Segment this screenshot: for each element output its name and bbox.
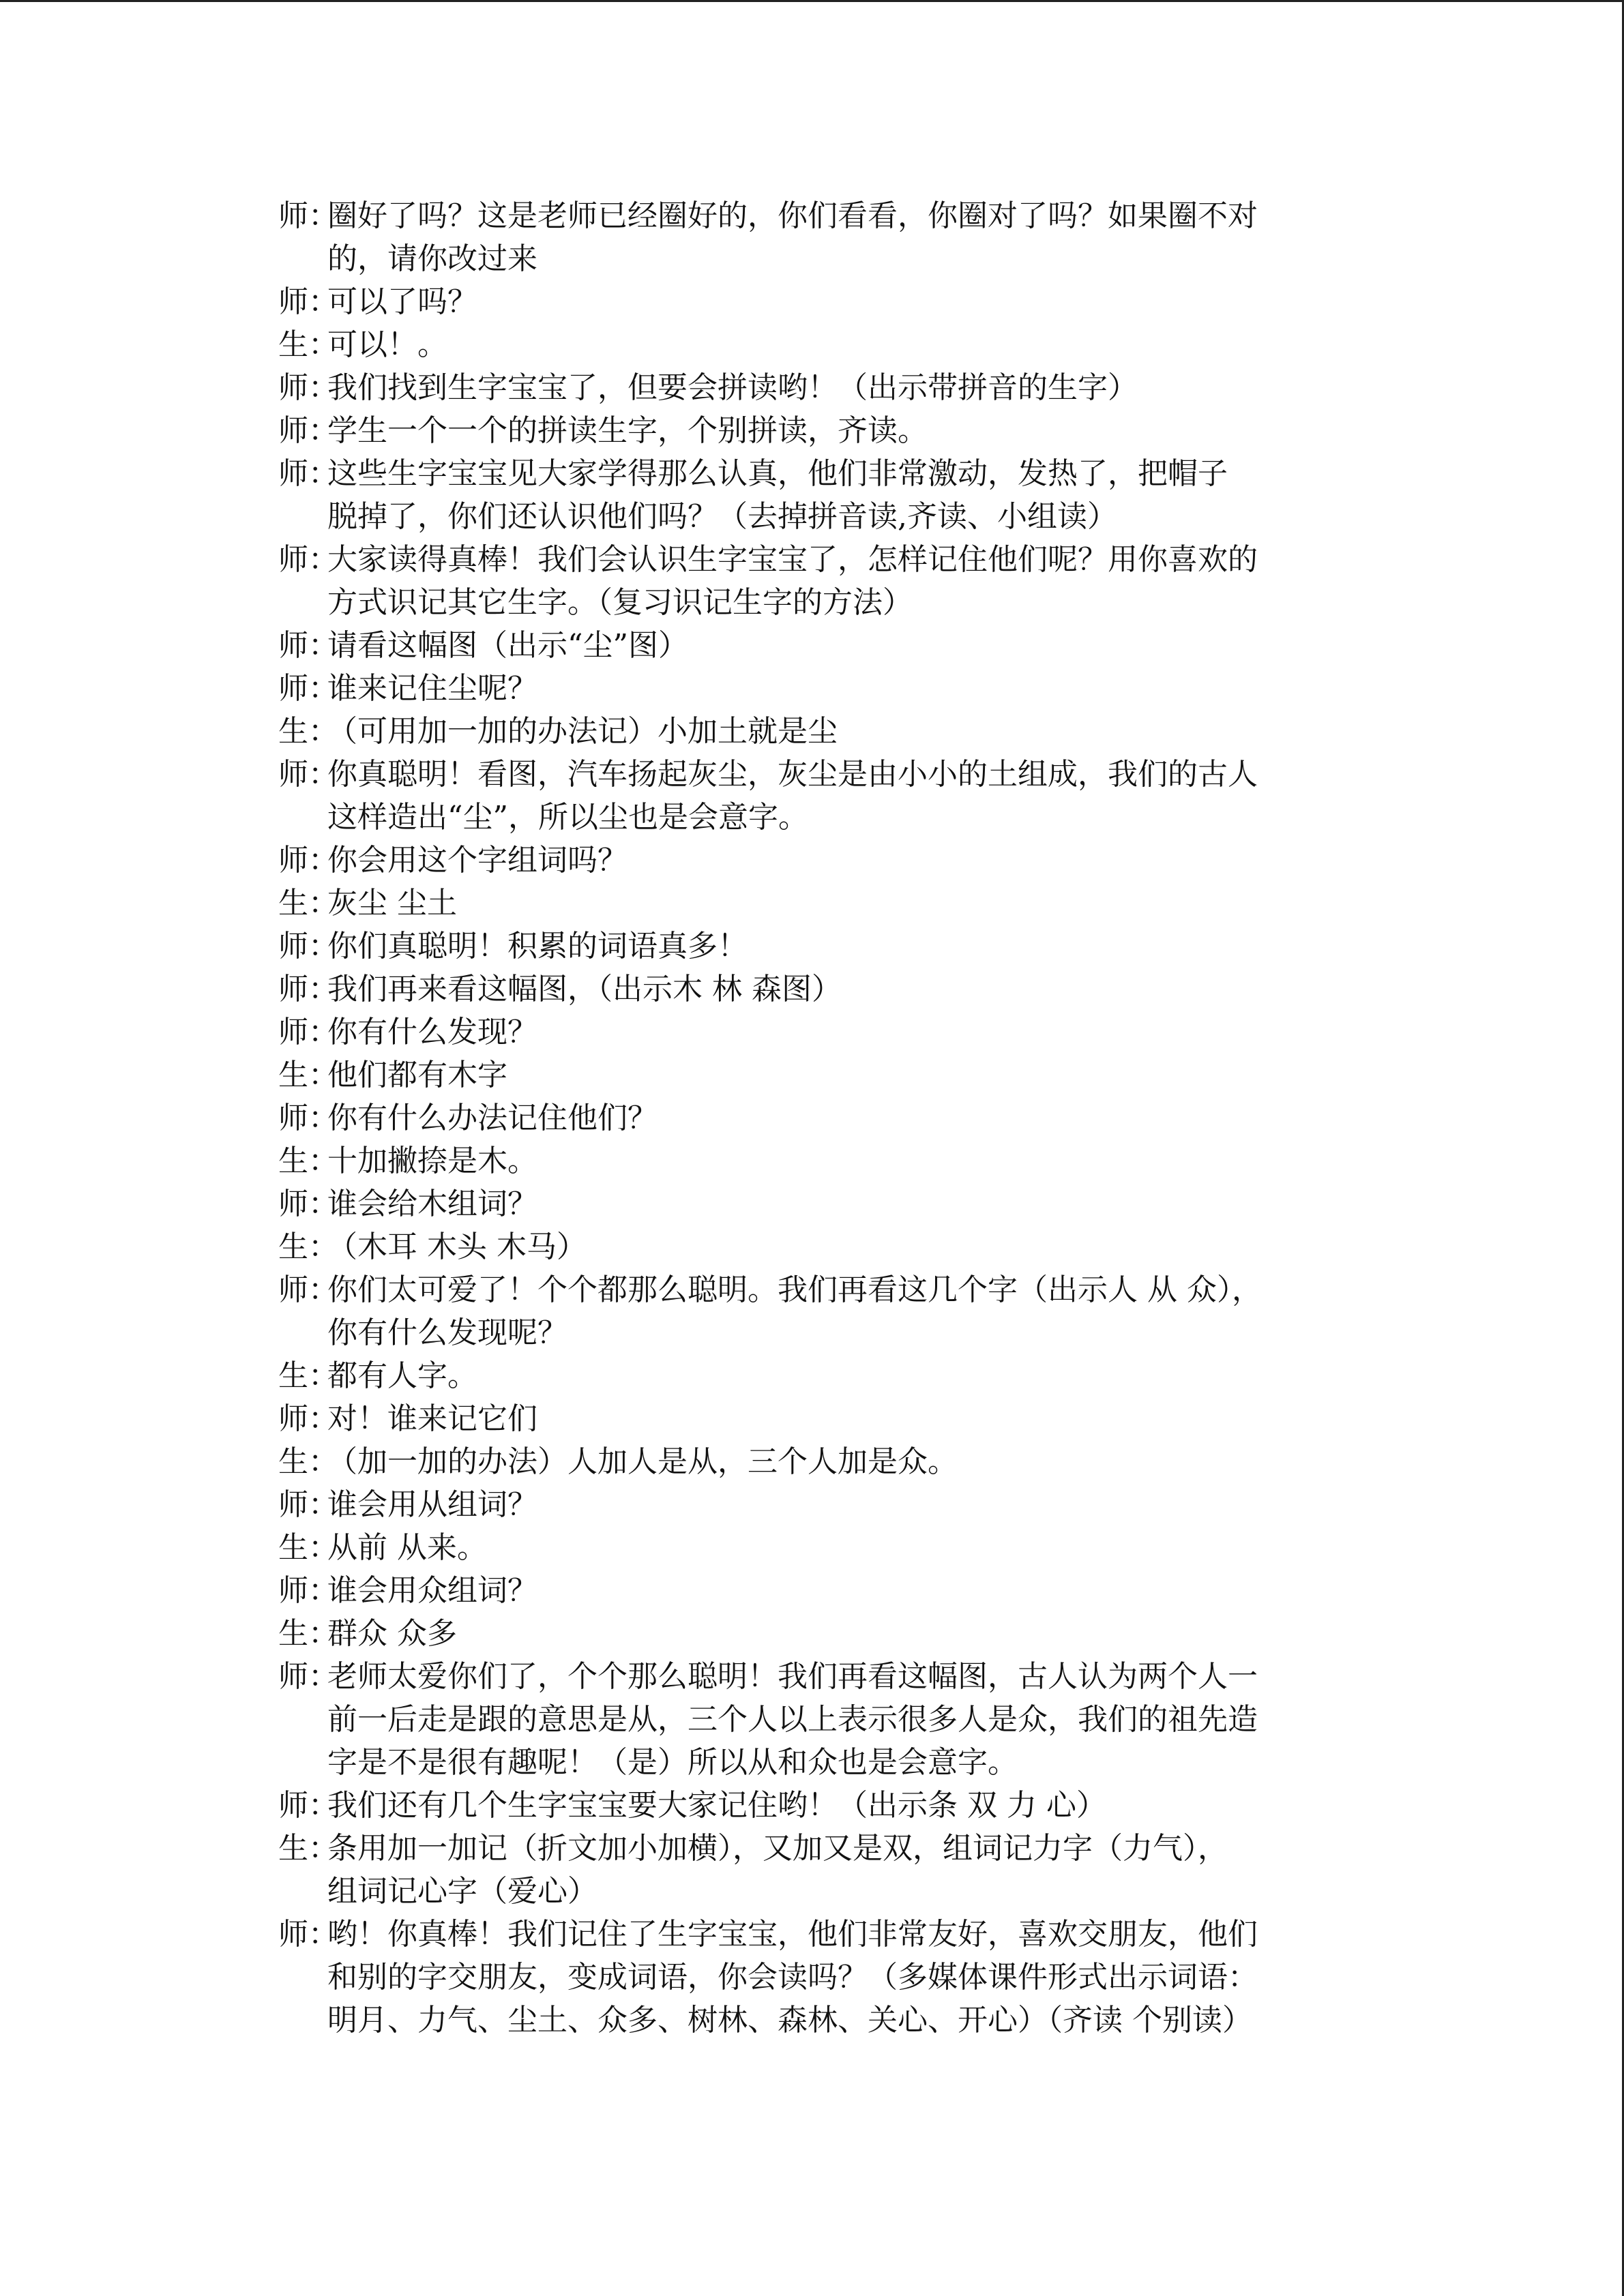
utterance-line: 我们还有几个生字宝宝要大家记住哟！（出示条 双 力 心）: [327, 1788, 1106, 1823]
transcript-line: [278, 1440, 1370, 1483]
utterance-line: 组词记心字（爱心）: [327, 1874, 597, 1909]
speaker-label: 生：: [278, 1358, 338, 1393]
utterance-line: 的，请你改过来: [327, 241, 537, 276]
utterance-text: [327, 1612, 457, 1655]
transcript-line: [278, 409, 1370, 452]
transcript-line: [278, 280, 1370, 323]
transcript-line: [278, 1913, 1370, 2042]
transcript-line: [278, 1225, 1370, 1268]
utterance-text: [327, 624, 688, 667]
utterance-line: 你有什么发现？: [327, 1015, 537, 1049]
speaker-label: 师：: [278, 843, 338, 878]
utterance-line: 谁会用从组词？: [327, 1487, 537, 1522]
utterance-line: 大家读得真棒！我们会认识生字宝宝了，怎样记住他们呢？用你喜欢的: [327, 542, 1258, 577]
speaker-label: 生：: [278, 1444, 338, 1479]
utterance-text: [327, 1054, 507, 1097]
utterance-text: [327, 1913, 1258, 2042]
transcript-line: [278, 1784, 1370, 1827]
transcript-line: [278, 968, 1370, 1011]
utterance-text: [327, 882, 457, 925]
speaker-label: 生：: [278, 1530, 338, 1565]
utterance-text: [327, 1182, 537, 1225]
utterance-line: 我们找到生字宝宝了，但要会拼读哟！（出示带拼音的生字）: [327, 370, 1138, 405]
utterance-line: 前一后走是跟的意思是从，三个人以上表示很多人是众，我们的祖先造: [327, 1702, 1258, 1737]
utterance-text: [327, 925, 748, 968]
speaker-label: 师：: [278, 757, 338, 792]
utterance-text: [327, 280, 477, 323]
speaker-label: 师：: [278, 198, 338, 233]
utterance-text: [327, 1655, 1258, 1784]
transcript-line: [278, 1655, 1370, 1784]
utterance-text: [327, 1225, 587, 1268]
utterance-text: [327, 1011, 537, 1054]
utterance-text: [327, 1397, 537, 1440]
transcript-line: [278, 1827, 1370, 1913]
utterance-line: 谁会给木组词？: [327, 1187, 537, 1221]
speaker-label: 师：: [278, 1101, 338, 1135]
speaker-label: 师：: [278, 542, 338, 577]
speaker-label: 生：: [278, 327, 338, 362]
utterance-line: 可以了吗？: [327, 284, 477, 319]
utterance-line: 老师太爱你们了，个个那么聪明！我们再看这幅图，古人认为两个人一: [327, 1659, 1258, 1694]
speaker-label: 师：: [278, 1487, 338, 1522]
transcript-line: [278, 882, 1370, 925]
utterance-line: 明月、力气、尘土、众多、树林、森林、关心、开心）（齐读 个别读）: [327, 2003, 1252, 2038]
speaker-label: 师：: [278, 628, 338, 663]
utterance-line: 和别的字交朋友，变成词语，你会读吗？（多媒体课件形式出示词语：: [327, 1960, 1258, 1995]
transcript-line: [278, 1097, 1370, 1139]
utterance-text: [327, 1569, 537, 1612]
utterance-line: 群众 众多: [327, 1616, 457, 1651]
utterance-line: 这样造出“尘”，所以尘也是会意字。: [327, 800, 808, 835]
utterance-line: 学生一个一个的拼读生字，个别拼读，齐读。: [327, 413, 928, 448]
utterance-text: [327, 1139, 537, 1182]
transcript-line: [278, 538, 1370, 624]
speaker-label: 师：: [278, 1573, 338, 1608]
utterance-line: 哟！你真棒！我们记住了生字宝宝，他们非常友好，喜欢交朋友，他们: [327, 1917, 1258, 1952]
speaker-label: 师：: [278, 671, 338, 706]
utterance-line: 请看这幅图（出示“尘”图）: [327, 628, 688, 663]
utterance-text: [327, 538, 1258, 624]
utterance-line: 你有什么发现呢？: [327, 1315, 567, 1350]
transcript-line: [278, 667, 1370, 710]
speaker-label: 师：: [278, 1917, 338, 1952]
speaker-label: 师：: [278, 1187, 338, 1221]
speaker-label: 生：: [278, 1831, 338, 1866]
transcript-line: [278, 710, 1370, 753]
transcript-line: [278, 366, 1370, 409]
utterance-line: （可用加一加的办法记）小加土就是尘: [327, 714, 838, 749]
speaker-label: 师：: [278, 1659, 338, 1694]
utterance-text: [327, 1097, 658, 1139]
lesson-transcript: [278, 194, 1370, 2042]
transcript-line: [278, 624, 1370, 667]
speaker-label: 师：: [278, 456, 338, 491]
transcript-line: [278, 1612, 1370, 1655]
utterance-line: 从前 从来。: [327, 1530, 487, 1565]
utterance-line: 谁会用众组词？: [327, 1573, 537, 1608]
speaker-label: 生：: [278, 1616, 338, 1651]
utterance-line: 脱掉了，你们还认识他们吗？（去掉拼音读,齐读、小组读）: [327, 499, 1117, 534]
utterance-line: 你真聪明！看图，汽车扬起灰尘，灰尘是由小小的土组成，我们的古人: [327, 757, 1258, 792]
utterance-text: [327, 1784, 1106, 1827]
utterance-line: 你有什么办法记住他们？: [327, 1101, 658, 1135]
utterance-line: 条用加一加记（折文加小加横），又加又是双，组词记力字（力气），: [327, 1831, 1228, 1866]
transcript-line: [278, 1054, 1370, 1097]
utterance-line: 十加撇捺是木。: [327, 1144, 537, 1178]
utterance-line: 他们都有木字: [327, 1058, 507, 1092]
utterance-line: 你会用这个字组词吗？: [327, 843, 628, 878]
transcript-line: [278, 452, 1370, 538]
utterance-line: 我们再来看这幅图，（出示木 林 森图）: [327, 972, 842, 1007]
speaker-label: 生：: [278, 1229, 338, 1264]
speaker-label: 师：: [278, 413, 338, 448]
utterance-text: [327, 366, 1138, 409]
speaker-label: 生：: [278, 1144, 338, 1178]
utterance-line: 都有人字。: [327, 1358, 477, 1393]
utterance-text: [327, 409, 928, 452]
utterance-line: 谁来记住尘呢？: [327, 671, 537, 706]
speaker-label: 师：: [278, 1272, 338, 1307]
speaker-label: 师：: [278, 1401, 338, 1436]
speaker-label: 师：: [278, 929, 338, 964]
transcript-line: [278, 1139, 1370, 1182]
transcript-line: [278, 1182, 1370, 1225]
utterance-line: 圈好了吗？这是老师已经圈好的，你们看看，你圈对了吗？如果圈不对: [327, 198, 1258, 233]
speaker-label: 生：: [278, 714, 338, 749]
transcript-line: [278, 323, 1370, 366]
utterance-text: [327, 1268, 1262, 1354]
transcript-line: [278, 1569, 1370, 1612]
utterance-text: [327, 1827, 1228, 1913]
utterance-text: [327, 968, 842, 1011]
utterance-text: [327, 194, 1258, 280]
utterance-line: 对！谁来记它们: [327, 1401, 537, 1436]
transcript-line: [278, 753, 1370, 839]
utterance-line: 你们太可爱了！个个都那么聪明。我们再看这几个字（出示人 从 众），: [327, 1272, 1262, 1307]
utterance-line: （木耳 木头 木马）: [327, 1229, 587, 1264]
speaker-label: 生：: [278, 1058, 338, 1092]
speaker-label: 师：: [278, 1015, 338, 1049]
utterance-text: [327, 1354, 477, 1397]
utterance-text: [327, 667, 537, 710]
utterance-line: 这些生字宝宝见大家学得那么认真，他们非常激动，发热了，把帽子: [327, 456, 1228, 491]
speaker-label: 师：: [278, 284, 338, 319]
transcript-line: [278, 839, 1370, 882]
utterance-line: 灰尘 尘土: [327, 886, 457, 921]
utterance-text: [327, 1440, 958, 1483]
transcript-line: [278, 1354, 1370, 1397]
transcript-line: [278, 1397, 1370, 1440]
page-top-border: [0, 0, 1624, 2]
utterance-line: （加一加的办法）人加人是从，三个人加是众。: [327, 1444, 958, 1479]
utterance-text: [327, 839, 628, 882]
utterance-line: 方式识记其它生字。（复习识记生字的方法）: [327, 585, 913, 620]
utterance-line: 你们真聪明！积累的词语真多！: [327, 929, 748, 964]
transcript-line: [278, 925, 1370, 968]
transcript-line: [278, 1526, 1370, 1569]
utterance-text: [327, 1526, 487, 1569]
transcript-line: [278, 1483, 1370, 1526]
utterance-text: [327, 452, 1228, 538]
speaker-label: 师：: [278, 370, 338, 405]
transcript-line: [278, 1011, 1370, 1054]
utterance-text: [327, 323, 447, 366]
utterance-text: [327, 710, 838, 753]
transcript-line: [278, 194, 1370, 280]
utterance-line: 可以！。: [327, 327, 447, 362]
speaker-label: 师：: [278, 972, 338, 1007]
speaker-label: 生：: [278, 886, 338, 921]
speaker-label: 师：: [278, 1788, 338, 1823]
utterance-text: [327, 1483, 537, 1526]
utterance-text: [327, 753, 1258, 839]
utterance-line: 字是不是很有趣呢！（是）所以从和众也是会意字。: [327, 1745, 1018, 1780]
transcript-line: [278, 1268, 1370, 1354]
